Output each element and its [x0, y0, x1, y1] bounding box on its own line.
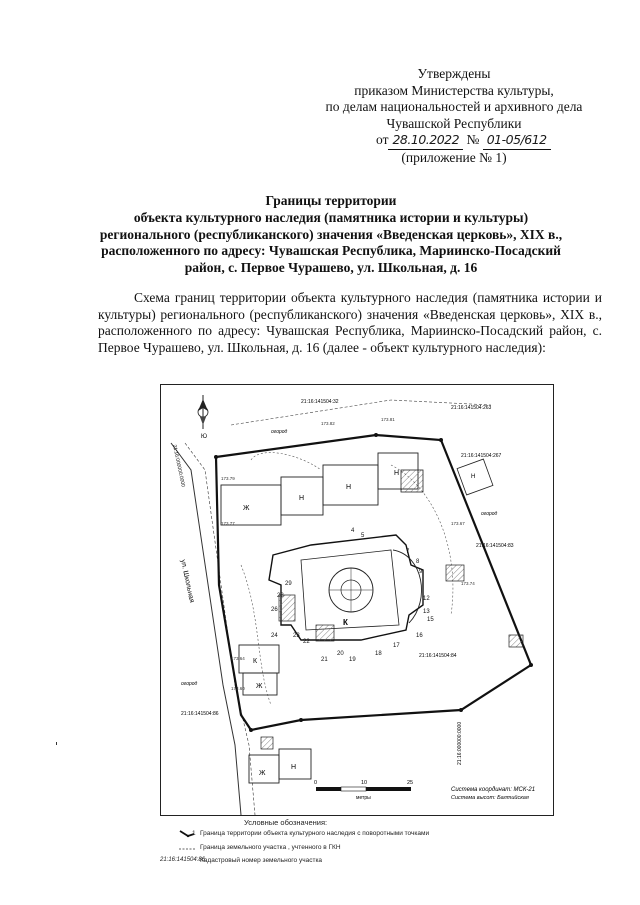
cadastral-vertical-east: 21:16:000000:0000 — [457, 721, 463, 765]
scale-0: 0 — [314, 780, 318, 786]
elev-6: 173.74 — [461, 581, 475, 586]
title-line-1: Границы территории — [265, 193, 397, 208]
cadastral-mid: 21:16:141504:84 — [419, 653, 457, 659]
parcel-line-icon — [178, 843, 196, 854]
point-4: 4 — [351, 528, 355, 534]
point-26: 26 — [271, 607, 278, 613]
garden-label-west: огород — [181, 681, 198, 687]
point-17: 17 — [393, 643, 400, 649]
legend-item-3: Кадастровый номер земельного участка — [200, 857, 323, 864]
building-label-n-3: Н — [394, 470, 400, 477]
north-label: Ю — [201, 434, 208, 440]
approval-line-2: приказом Министерства культуры, — [354, 82, 554, 98]
elev-8: 173.60 — [231, 686, 245, 691]
point-15: 15 — [427, 617, 434, 623]
height-system: Система высот: Балтийская — [451, 795, 529, 801]
point-19: 19 — [349, 657, 356, 663]
building-label-zh-2: Ж — [256, 683, 263, 690]
title-line-3: регионального (республиканского) значения «Введенская церковь», XIX в., — [99, 226, 563, 242]
point-12: 12 — [423, 596, 430, 602]
point-23: 23 — [293, 633, 300, 639]
building-label-n-4: Н — [471, 474, 476, 480]
legend-item-1: Граница территории объекта культурного наследия с поворотными точками — [200, 830, 430, 837]
building-label-k-2: К — [253, 658, 258, 665]
territory-boundary — [216, 435, 531, 730]
scale-25: 25 — [407, 780, 414, 786]
legend-marker-1: 1 — [192, 830, 196, 837]
handwritten-number: 01-05/612 — [483, 132, 551, 150]
elev-2: 173.81 — [381, 417, 395, 422]
point-29: 29 — [285, 581, 292, 587]
building-row-south — [239, 645, 311, 783]
point-5: 5 — [361, 533, 365, 539]
church-label-k: К — [343, 618, 348, 627]
building-label-n-1: Н — [299, 495, 305, 502]
street-label: ул. Школьная — [179, 558, 196, 604]
point-7: 7 — [406, 549, 410, 555]
title-line-2: объекта культурного наследия (памятника истории и культуры) — [133, 209, 529, 225]
point-22: 22 — [303, 639, 310, 645]
point-20: 20 — [337, 651, 344, 657]
cadastral-right-3: 21:16:141504:83 — [476, 543, 514, 549]
title-line-4: расположенного по адресу: Чувашская Республика, Мариинско-Посадский — [101, 243, 561, 259]
point-24: 24 — [271, 633, 278, 639]
cadastral-right-1: 21:16:141504:263 — [451, 405, 492, 411]
building-label-zh-3: Ж — [259, 770, 266, 777]
body-paragraph: Схема границ территории объекта культурного наследия (памятника истории и культуры) регионального (республиканского) значения «Введенская церковь», XIX в., расположенного по адресу: Чувашская Республика, Мариинско-Посадский район, с. Первое Чурашево, ул. Школьная, д. 16 (далее - объект культурного наследия): — [98, 290, 602, 355]
boundary-point-labels — [271, 528, 434, 663]
scan-artifact — [56, 742, 57, 745]
building-label-n-5: Н — [291, 764, 297, 771]
scale-units: метры — [356, 795, 371, 801]
garden-label-east: огород — [481, 511, 498, 517]
cadastral-right-2: 21:16:141504:267 — [461, 453, 502, 459]
point-16: 16 — [416, 633, 423, 639]
point-28: 28 — [277, 593, 284, 599]
point-18: 18 — [375, 651, 382, 657]
handwritten-date: 28.10.2022 — [388, 132, 463, 150]
point-13: 13 — [423, 609, 430, 615]
site-plan-map — [160, 384, 554, 816]
order-date-number — [320, 132, 588, 150]
point-21: 21 — [321, 657, 328, 663]
elev-1: 173.82 — [321, 421, 335, 426]
document-title — [60, 193, 602, 277]
legend-row-parcel — [160, 843, 560, 854]
cadastral-vertical: 21:16:000000:0000 — [171, 444, 186, 488]
elev-4: 173.77 — [221, 521, 235, 526]
elev-7: 173.64 — [231, 656, 245, 661]
point-9: 9 — [419, 569, 423, 575]
elevation-readings — [221, 417, 475, 691]
title-line-5: район, с. Первое Чурашево, ул. Школьная, д. 16 — [184, 260, 478, 276]
approval-line-1: Утверждены — [417, 66, 491, 81]
cadastral-left: 21:16:141504:86 — [181, 711, 219, 717]
approval-line-3: по делам национальностей и архивного дела — [325, 99, 583, 114]
elev-3: 173.79 — [221, 476, 235, 481]
number-prefix: № — [466, 132, 480, 147]
legend-cadastral-code: 21:16:141504:86 — [160, 857, 206, 863]
legend-row-cadastral — [160, 856, 560, 867]
building-label-n-2: Н — [346, 484, 352, 491]
approval-line-4: Чувашской Республики — [386, 115, 522, 131]
coord-system: Система координат: МСК-21 — [451, 787, 536, 793]
building-row-north — [221, 453, 423, 525]
site-plan-svg — [161, 385, 553, 815]
legend-title: Условные обозначения: — [244, 818, 328, 827]
building-label-zh-1: Ж — [243, 505, 250, 512]
appendix-label: (приложение № 1) — [401, 149, 507, 165]
approval-block — [320, 66, 588, 166]
north-arrow-icon — [198, 395, 208, 429]
scale-10: 10 — [361, 780, 368, 786]
from-prefix: от — [376, 132, 389, 147]
elev-5: 173.67 — [451, 521, 465, 526]
scale-bar — [316, 787, 411, 791]
legend-row-boundary — [160, 829, 560, 840]
garden-label-top: огород — [271, 429, 288, 435]
legend-item-2: Граница земельного участка , учтенного в ГКН — [200, 844, 341, 851]
cadastral-top: 21:16:141504:32 — [301, 399, 339, 405]
point-8: 8 — [416, 559, 420, 565]
